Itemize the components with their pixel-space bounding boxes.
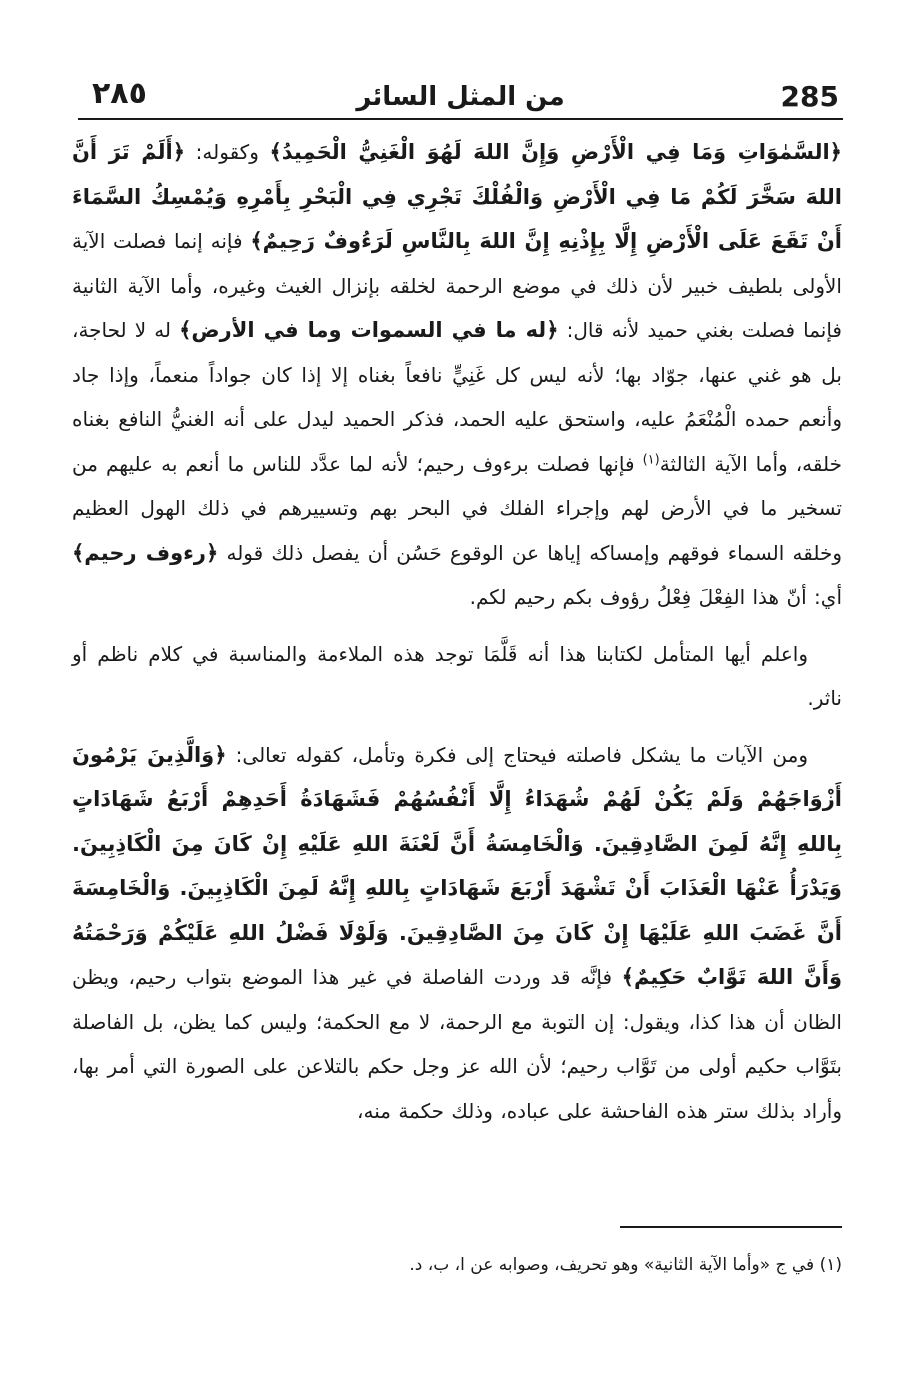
quran-verse: ﴿وَالَّذِينَ يَرْمُونَ أَزْوَاجَهُمْ وَلَمْ يَكُنْ لَهُمْ شُهَدَاءُ إِلَّا أَنْفُسُهُمْ فَشَهَادَةُ أَحَدِهِمْ أَرْبَعُ شَهَادَاتٍ بِاللهِ إِنَّهُ لَمِنَ الصَّادِقِينَ. وَالْخَامِسَةُ أَنَّ لَعْنَةَ اللهِ عَلَيْهِ إِنْ كَانَ مِنَ الْكَاذِبِينَ. وَيَدْرَأُ عَنْهَا الْعَذَابَ أَنْ تَشْهَدَ أَرْبَعَ شَهَادَاتٍ بِاللهِ إِنَّهُ لَمِنَ الْكَاذِبِينَ. وَالْخَامِسَةَ أَنَّ غَضَبَ اللهِ عَلَيْهَا إِنْ كَانَ مِنَ الصَّادِقِينَ. وَلَوْلَا فَضْلُ اللهِ عَلَيْكُمْ وَرَحْمَتُهُ وَأَنَّ اللهَ تَوَّابٌ حَكِيمٌ﴾ (72, 742, 843, 989)
paragraph-2: واعلم أيها المتأمل لكتابنا هذا أنه قَلَّمَا توجد هذه الملاءمة والمناسبة في كلام ناظم أو ناثر. (72, 641, 842, 710)
footnote-marker: (١) (642, 451, 660, 467)
page-header (78, 70, 843, 120)
text-run: له لا لحاجة، بل هو غني عنها، جوّاد بها؛ لأنه ليس كل غَنِيٍّ نافعاً بغناه إلا إذا كان جواداً منعماً، وإذا جاد وأنعم حمده الْمُنْعَمُ عليه، واستحق عليه الحمد، فذكر الحميد ليدل على أنه الغنيُّ النافع بغناه خلقه، وأما الآية الثالثة (72, 318, 842, 476)
footnote: (١) في ج «وأما الآية الثانية» وهو تحريف، وصوابه عن ا، ب، د. (409, 1255, 842, 1275)
page-number-arabic: ٢٨٥ (92, 76, 147, 111)
paragraph-1 (72, 130, 842, 620)
text-run: فإنها فصلت برءوف رحيم؛ لأنه لما عدَّد للناس ما أنعم به عليهم من تسخير ما في الأرض لهم وإجراء الفلك في البحر بهم وتسييرهم في ذلك الهول العظيم وخلقه السماء فوقهم وإمساكه إياها عن الوقوع حَسُن أن يفصل ذلك قوله (72, 451, 842, 565)
quoted-verse: ﴿له ما في السموات وما في الأرض﴾ (179, 318, 559, 342)
text-run: فإنه إنما فصلت الآية الأولى بلطيف خبير لأن ذلك في موضع الرحمة لخلقه بإنزال الغيث وغيره، وأما الآية الثانية فإنما فصلت بغني حميد لأنه قال: (72, 229, 842, 342)
page-number: 285 (780, 80, 839, 113)
footnote-separator (620, 1226, 842, 1228)
text-run: ومن الآيات ما يشكل فاصلته فيحتاج إلى فكرة وتأمل، كقوله تعالى: (226, 742, 808, 767)
text-run: أي: أنّ هذا الفِعْلَ فِعْلُ رؤوف بكم رحيم لكم. (469, 585, 842, 609)
running-title: من المثل السائر (356, 82, 565, 112)
body-text (72, 130, 842, 1133)
quran-verse: ﴿السَّمٰوَاتِ وَمَا فِي الْأَرْضِ وَإِنَّ اللهَ لَهُوَ الْغَنِيُّ الْحَمِيدُ﴾ (269, 140, 842, 164)
paragraph-3 (72, 733, 842, 1134)
quoted-verse: ﴿رءوف رحيم﴾ (72, 540, 219, 565)
quran-verse: ﴿أَلَمْ تَرَ أَنَّ اللهَ سَخَّرَ لَكُمْ مَا فِي الْأَرْضِ وَالْفُلْكَ تَجْرِي فِي الْبَحْرِ بِأَمْرِهِ وَيُمْسِكُ السَّمَاءَ أَنْ تَقَعَ عَلَى الْأَرْضِ إِلَّا بِإِذْنِهِ إِنَّ اللهَ بِالنَّاسِ لَرَءُوفٌ رَحِيمٌ﴾ (72, 140, 842, 253)
text-run: وكقوله: (185, 140, 270, 164)
text-run: فإنَّه قد وردت الفاصلة في غير هذا الموضع بتواب رحيم، ويظن الظان أن هذا كذا، ويقول: إن التوبة مع الرحمة، لا مع الحكمة؛ وليس كما يظن، بل الفاصلة بتَوَّاب حكيم أولى من تَوَّاب رحيم؛ لأن الله عز وجل حكم بالتلاعن على الصورة التي أمر بها، وأراد بذلك ستر هذه الفاحشة على عباده، وذلك حكمة منه، (72, 965, 842, 1123)
